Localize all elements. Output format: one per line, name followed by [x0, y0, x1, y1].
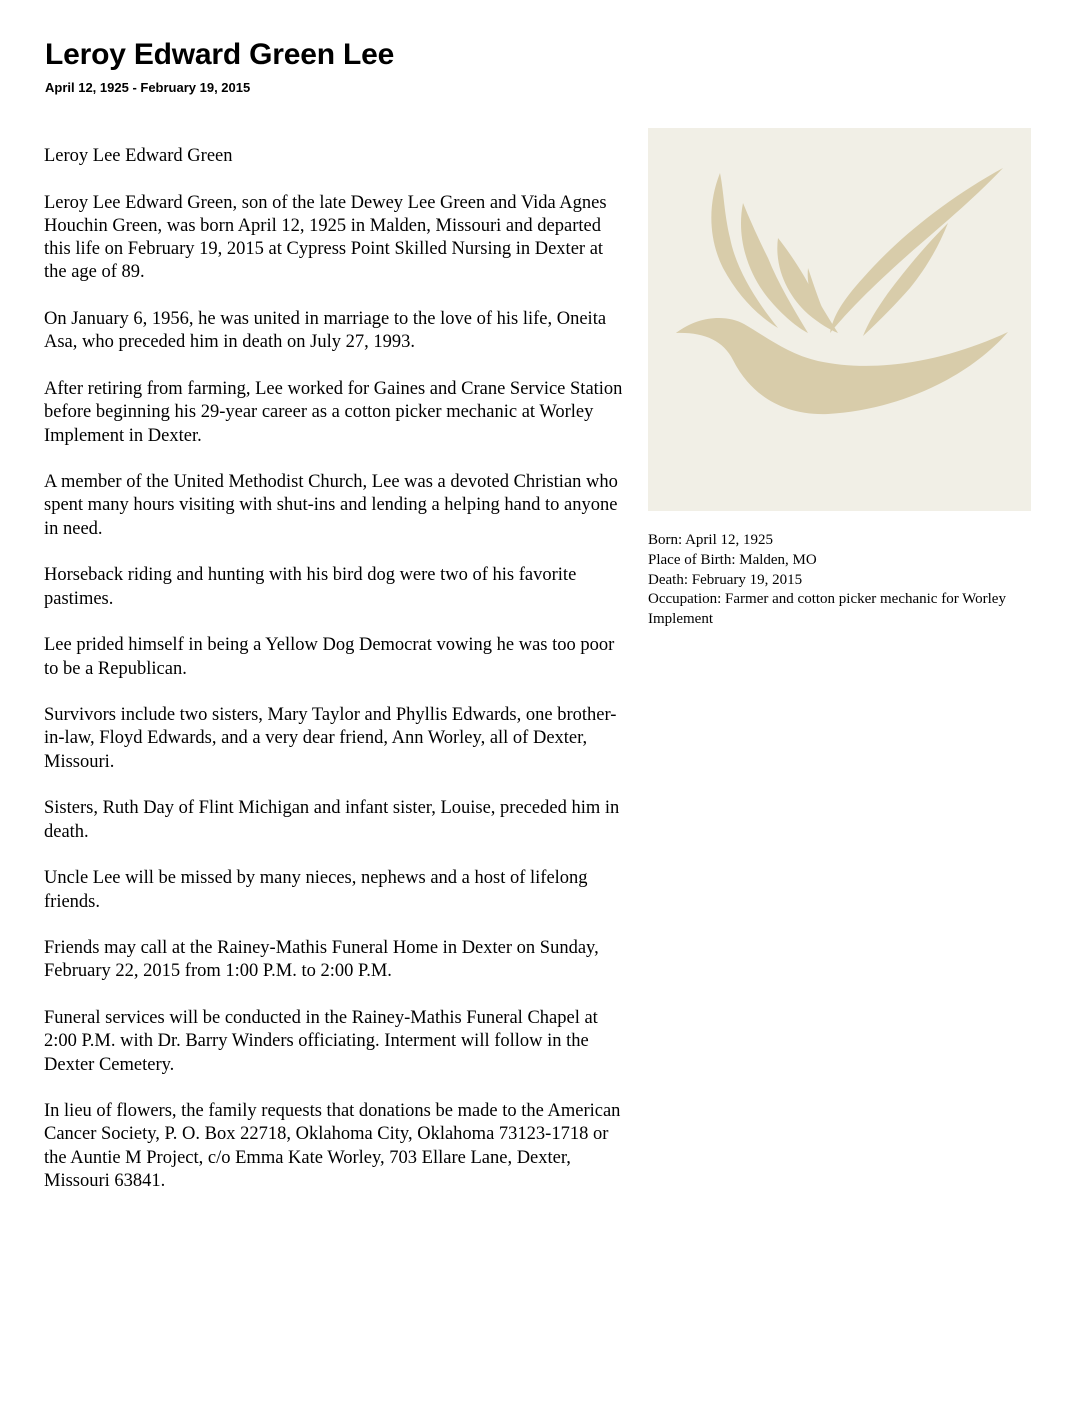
occupation-fact: Occupation: Farmer and cotton picker mechanic for Worley Implement: [648, 591, 1006, 628]
dove-icon: [648, 128, 1031, 511]
born-fact: Born: April 12, 1925: [648, 532, 774, 548]
obituary-paragraph: Leroy Lee Edward Green: [44, 146, 233, 166]
obituary-paragraph: Friends may call at the Rainey-Mathis Funeral Home in Dexter on Sunday, February 22, 2015 from 1:00 P.M. to 2:00 P.M.: [44, 938, 599, 982]
obituary-paragraph: Survivors include two sisters, Mary Taylor and Phyllis Edwards, one brother-in-law, Floyd Edwards, and a very dear friend, Ann Worley, all of Dexter, Missouri.: [44, 705, 617, 772]
obituary-paragraph: After retiring from farming, Lee worked for Gaines and Crane Service Station before beginning his 29-year career as a cotton picker mechanic at Worley Implement in Dexter.: [44, 378, 623, 446]
life-dates: April 12, 1925 - February 19, 2015: [45, 80, 251, 95]
memorial-photo: [648, 128, 1031, 511]
obituary-paragraph: A member of the United Methodist Church, Lee was a devoted Christian who spent many hours visiting with shut-ins and lending a helping hand to anyone in need.: [44, 472, 618, 539]
place-of-birth-fact: Place of Birth: Malden, MO: [648, 551, 817, 568]
obituary-paragraph: Leroy Lee Edward Green, son of the late Dewey Lee Green and Vida Agnes Houchin Green, was born April 12, 1925 in Malden, Missouri and departed this life on February 19, 2015 at Cypress Point Skilled Nursing in Dexter at the age of 89.: [44, 192, 607, 283]
vital-facts: [648, 531, 1038, 630]
obituary-paragraph: Sisters, Ruth Day of Flint Michigan and infant sister, Louise, preceded him in death.: [44, 798, 620, 842]
obituary-paragraph: In lieu of flowers, the family requests that donations be made to the American Cancer Society, P. O. Box 22718, Oklahoma City, Oklahoma 73123-1718 or the Auntie M Project, c/o Emma Kate Worley, 703 Ellare Lane, Dexter, Missouri 63841.: [44, 1101, 621, 1192]
obituary-paragraph: Uncle Lee will be missed by many nieces, nephews and a host of lifelong friends.: [44, 868, 588, 912]
obituary-paragraph: Horseback riding and hunting with his bird dog were two of his favorite pastimes.: [44, 565, 577, 609]
death-fact: Death: February 19, 2015: [648, 571, 803, 588]
decedent-name: Leroy Edward Green Lee: [45, 38, 395, 71]
obituary-paragraph: On January 6, 1956, he was united in marriage to the love of his life, Oneita Asa, who preceded him in death on July 27, 1993.: [44, 309, 607, 353]
obituary-paragraph: Lee prided himself in being a Yellow Dog Democrat vowing he was too poor to be a Republican.: [44, 635, 615, 679]
obituary-paragraph: Funeral services will be conducted in the Rainey-Mathis Funeral Chapel at 2:00 P.M. with Dr. Barry Winders officiating. Interment will follow in the Dexter Cemetery.: [44, 1007, 598, 1075]
obituary-text: [44, 145, 624, 1217]
